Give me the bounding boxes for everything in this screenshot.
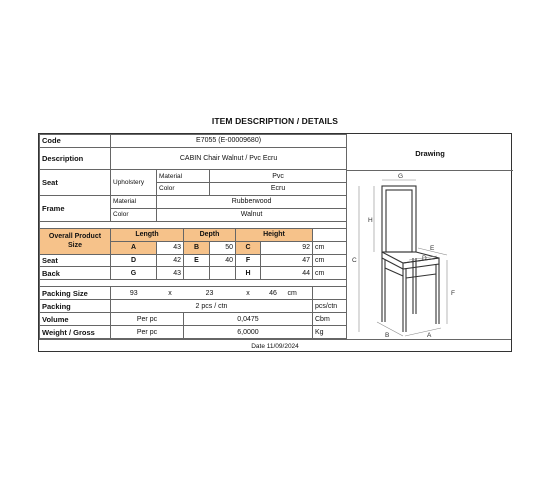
- packing-label: Packing: [40, 300, 111, 313]
- overall-size-line2: Size: [67, 242, 82, 250]
- packing-x2: x: [236, 287, 261, 300]
- volume-unit: Cbm: [313, 313, 347, 326]
- label-a: A: [427, 332, 432, 338]
- weight-per: Per pc: [111, 326, 184, 339]
- frame-color-value: Walnut: [157, 208, 347, 221]
- weight-unit: Kg: [313, 326, 347, 339]
- drawing-panel: [346, 134, 512, 339]
- packing-unit: pcs/ctn: [313, 300, 347, 313]
- dim-g-label: G: [111, 267, 157, 280]
- description-value: CABIN Chair Walnut / Pvc Ecru: [111, 147, 347, 169]
- height-header: Height: [236, 228, 313, 241]
- spacer-row-2: [40, 280, 347, 287]
- weight-row: [40, 326, 347, 339]
- description-label: Description: [40, 147, 111, 169]
- seat-material-row: [40, 170, 347, 183]
- packing-width: 23: [184, 287, 236, 300]
- seat-material-label: Material: [157, 170, 210, 183]
- packing-size-unit: cm: [286, 287, 313, 300]
- dim-a-label: A: [111, 241, 157, 254]
- seat-label: Seat: [40, 170, 111, 196]
- dim-c-label: C: [236, 241, 261, 254]
- dim-b-value: 50: [210, 241, 236, 254]
- back-dims-unit: cm: [313, 267, 347, 280]
- dim-c-value: 92: [261, 241, 313, 254]
- dim-d-label: D: [111, 254, 157, 267]
- frame-material-row: [40, 195, 347, 208]
- overall-size-label: [40, 228, 111, 254]
- frame-color-label: Color: [111, 208, 157, 221]
- specs-table: [39, 134, 347, 339]
- dim-d-value: 42: [157, 254, 184, 267]
- weight-label: Weight / Gross: [40, 326, 111, 339]
- dim-h-label: H: [236, 267, 261, 280]
- seat-dims-row: [40, 254, 347, 267]
- label-g: G: [398, 173, 404, 180]
- frame-material-value: Rubberwood: [157, 195, 347, 208]
- label-c: C: [352, 257, 357, 264]
- label-d: D: [422, 255, 427, 262]
- seat-color-label: Color: [157, 183, 210, 196]
- volume-value: 0,0475: [184, 313, 313, 326]
- drawing-title: Drawing: [415, 149, 445, 158]
- seat-dims-unit: cm: [313, 254, 347, 267]
- back-dims-label: Back: [40, 267, 111, 280]
- label-b: B: [385, 332, 390, 338]
- dim-f-value: 47: [261, 254, 313, 267]
- dim-a-value: 43: [157, 241, 184, 254]
- dim-b-label: B: [184, 241, 210, 254]
- back-dims-row: [40, 267, 347, 280]
- label-f: F: [451, 290, 455, 297]
- chair-diagram: [347, 172, 513, 338]
- seat-dims-label: Seat: [40, 254, 111, 267]
- dim-e-label: E: [184, 254, 210, 267]
- code-label: Code: [40, 135, 111, 148]
- spec-sheet: [38, 133, 512, 352]
- packing-length: 93: [111, 287, 157, 300]
- packing-height: 46: [261, 287, 286, 300]
- volume-row: [40, 313, 347, 326]
- packing-size-label: Packing Size: [40, 287, 111, 300]
- code-row: [40, 135, 347, 148]
- volume-per: Per pc: [111, 313, 184, 326]
- spacer-row: [40, 221, 347, 228]
- weight-value: 6,0000: [184, 326, 313, 339]
- document-title: ITEM DESCRIPTION / DETAILS: [211, 116, 339, 126]
- volume-label: Volume: [40, 313, 111, 326]
- date-footer: Date 11/09/2024: [39, 339, 511, 353]
- seat-material-value: Pvc: [210, 170, 347, 183]
- packing-size-row: [40, 287, 347, 300]
- packing-x1: x: [157, 287, 184, 300]
- dim-e-value: 40: [210, 254, 236, 267]
- label-e: E: [430, 245, 435, 252]
- frame-material-label: Material: [111, 195, 157, 208]
- size-header-row: [40, 228, 347, 241]
- depth-header: Depth: [184, 228, 236, 241]
- label-h: H: [368, 217, 373, 224]
- description-row: [40, 147, 347, 169]
- chair-seat: [382, 252, 439, 263]
- chair-outline: [382, 186, 439, 332]
- overall-unit: cm: [313, 241, 347, 254]
- dim-f-label: F: [236, 254, 261, 267]
- dim-h-value: 44: [261, 267, 313, 280]
- overall-size-line1: Overall Product: [48, 233, 102, 241]
- chair-backrest: [382, 186, 416, 252]
- packing-value: 2 pcs / ctn: [111, 300, 313, 313]
- dim-g-value: 43: [157, 267, 184, 280]
- code-value: E7055 (E-00009680): [111, 135, 347, 148]
- frame-label: Frame: [40, 195, 111, 221]
- seat-color-value: Ecru: [210, 183, 347, 196]
- packing-row: [40, 300, 347, 313]
- upholstery-label: Upholstery: [111, 170, 157, 196]
- length-header: Length: [111, 228, 184, 241]
